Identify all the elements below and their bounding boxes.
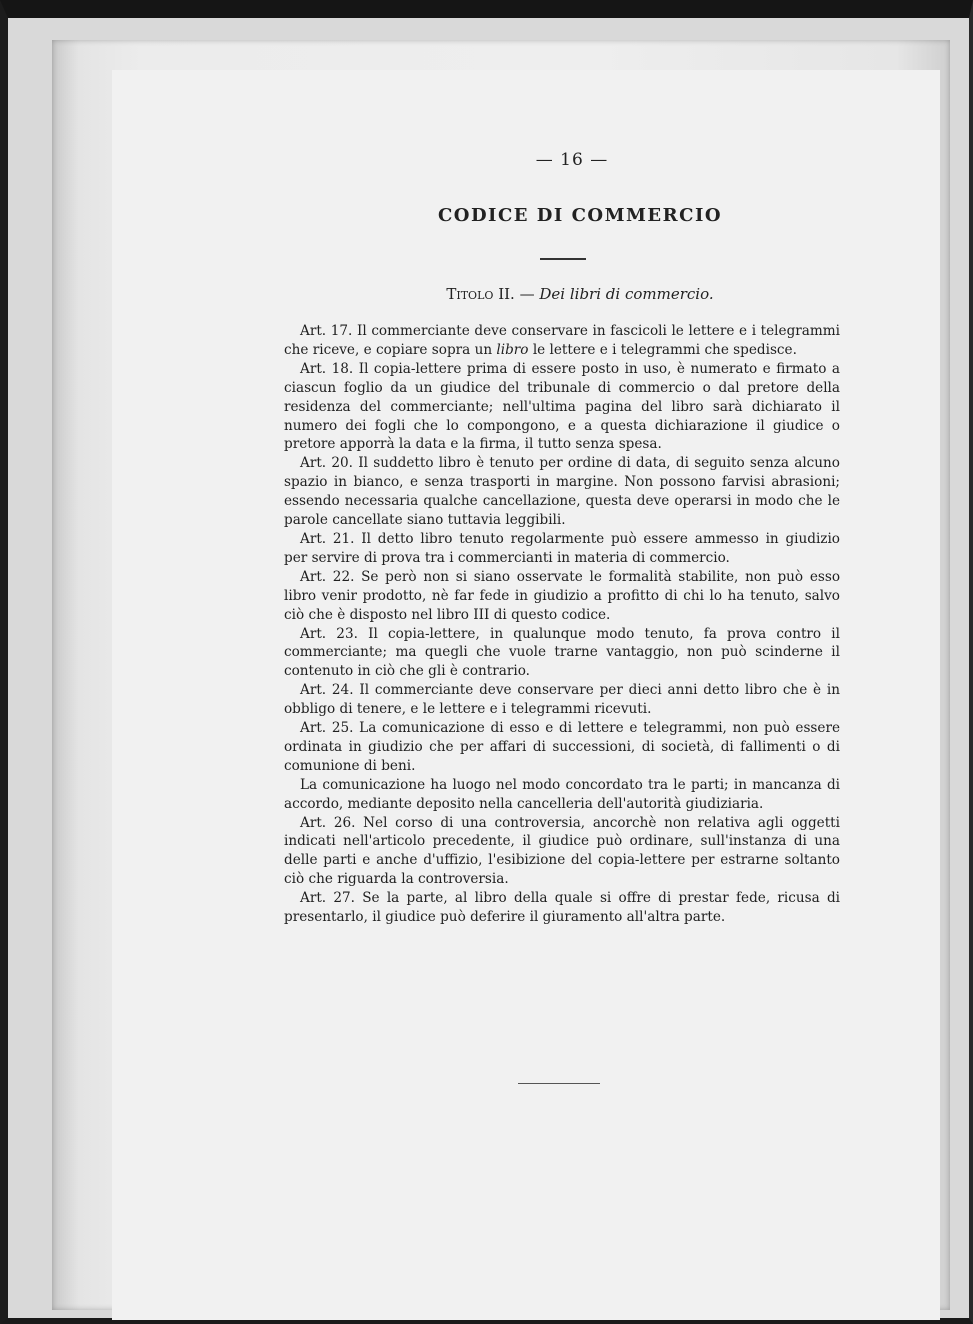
section-number: II. — [498, 285, 515, 303]
section-heading: Dei libri di commercio. — [539, 285, 714, 303]
section-label: Titolo — [446, 285, 494, 303]
page-number: — 16 — — [535, 150, 609, 170]
article-18: Art. 18. Il copia-lettere prima di essere posto in uso, è numerato e firmato a ciascun foglio da un giudice del tribunale di commercio o dal pretore della residenza del commerciante; nell'ultima pagina del libro sarà dichiarato il numero dei fogli che lo compongono, e a questa dichiarazione il giudice o pretore apporrà la data e la firma, il tutto senza spesa. — [284, 360, 840, 453]
article-17-tail: le lettere e i telegrammi che spedisce. — [528, 341, 797, 358]
articles-body — [284, 322, 840, 927]
title-divider — [540, 258, 586, 260]
section-dash: — — [519, 285, 535, 303]
article-26: Art. 26. Nel corso di una controversia, ancorchè non relativa agli oggetti indicati nell'articolo precedente, il giudice può ordinare, sull'instanza di una delle parti e anche d'uffizio, l'esibizione del copia-lettere per estrarne soltanto ciò che riguarda la controversia. — [284, 814, 840, 888]
article-21: Art. 21. Il detto libro tenuto regolarmente può essere ammesso in giudizio per servire di prova tra i commercianti in materia di commercio. — [284, 530, 840, 566]
article-17-lead: Art. 17. Il commerciante deve conservare in fascicoli le lettere e i telegrammi che riceve, e copiare sopra un — [284, 323, 840, 358]
article-23: Art. 23. Il copia-lettere, in qualunque modo tenuto, fa prova contro il commerciante; ma quegli che vuole trarne vantaggio, non può scinderne il contenuto in ciò che gli è contrario. — [284, 625, 840, 680]
article-17 — [284, 322, 840, 360]
article-25: Art. 25. La comunicazione di esso e di lettere e telegrammi, non può essere ordinata in giudizio che per affari di successioni, di società, di fallimenti o di comunione di beni. — [284, 720, 840, 774]
code-title: CODICE DI COMMERCIO — [437, 205, 723, 226]
article-20: Art. 20. Il suddetto libro è tenuto per ordine di data, di seguito senza alcuno spazio in bianco, e senza trasporti in margine. Non possono farvisi abrasioni; essendo necessaria qualche cancellazione, questa deve operarsi in modo che le parole cancellate siano tuttavia leggibili. — [284, 455, 840, 529]
bottom-divider — [518, 1083, 600, 1084]
article-22: Art. 22. Se però non si siano osservate le formalità stabilite, non può esso libro venir prodotto, nè far fede in giudizio a profitto di chi lo ha tenuto, salvo ciò che è disposto nel libro III di questo codice. — [284, 568, 840, 623]
section-title — [400, 285, 760, 303]
article-27: Art. 27. Se la parte, al libro della quale si offre di prestar fede, ricusa di presentarlo, il giudice può deferire il giuramento all'altra parte. — [284, 890, 840, 926]
article-25-paragraph: La comunicazione ha luogo nel modo concordato tra le parti; in mancanza di accordo, mediante deposito nella cancelleria dell'autorità giudiziaria. — [284, 776, 840, 812]
article-24: Art. 24. Il commerciante deve conservare per dieci anni detto libro che è in obbligo di tenere, e le lettere e i telegrammi ricevuti. — [284, 682, 840, 718]
article-17-emphasis: libro — [496, 341, 529, 358]
